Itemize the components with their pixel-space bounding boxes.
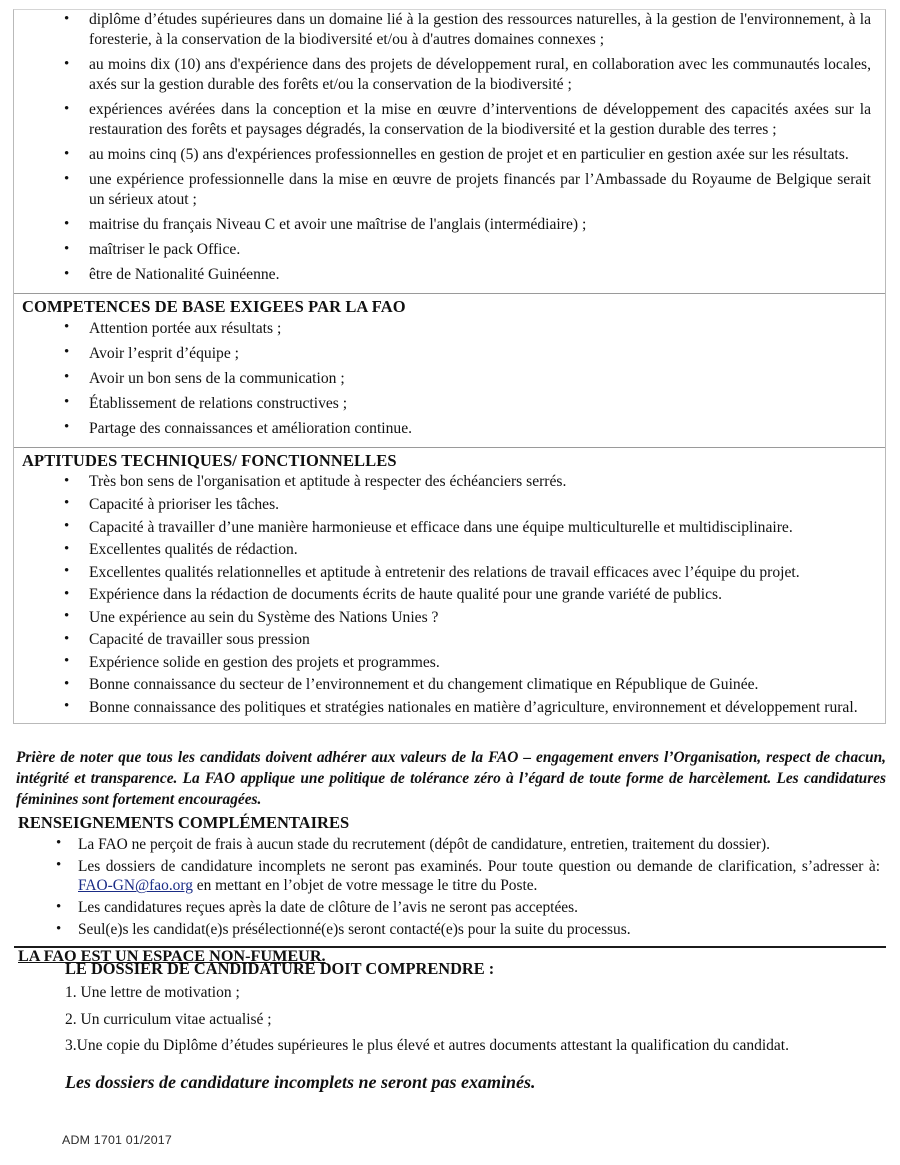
list-item: • La FAO ne perçoit de frais à aucun stade du recrutement (dépôt de candidature, entretien, traitement du dossier). xyxy=(16,835,884,855)
dossier-requirements-block xyxy=(65,958,865,1094)
table-section-competences-de-base xyxy=(14,293,885,447)
non-smoking-notice: LA FAO EST UN ESPACE NON-FUMEUR. xyxy=(18,946,326,965)
additional-info-list xyxy=(16,835,886,945)
dossier-item: 2. Un curriculum vitae actualisé ; xyxy=(65,1010,272,1028)
section-heading-competences: COMPETENCES DE BASE EXIGEES PAR LA FAO xyxy=(22,297,406,317)
dossier-closing-statement: Les dossiers de candidature incomplets ne seront pas examinés. xyxy=(65,1071,536,1092)
list-item: • expériences avérées dans la conception et la mise en œuvre d’interventions de développement des capacités axées sur la restauration des forêts et paysages dégradés, la conservation de la biodiversité et la gestion durable des terres ; xyxy=(14,100,875,140)
list-item: • Avoir un bon sens de la communication ; xyxy=(14,369,875,389)
list-item: • au moins dix (10) ans d'expérience dans des projets de développement rural, en collaboration avec les communautés locales, axés sur la gestion durable des forêts et/ou la conservation de la biodiversité ; xyxy=(14,55,875,95)
fao-values-note: Prière de noter que tous les candidats doivent adhérer aux valeurs de la FAO – engagement envers l’Organisation, respect de chacun, intégrité et transparence. La FAO applique une politique de tolérance zéro à l’égard de toute forme de harcèlement. Les candidatures féminines sont fortement encouragées. xyxy=(16,749,886,808)
dossier-item: 1. Une lettre de motivation ; xyxy=(65,984,240,1002)
list-item: • Capacité à travailler d’une manière harmonieuse et efficace dans une équipe multiculturelle et multidisciplinaire. xyxy=(14,518,875,538)
list-item: • maîtriser le pack Office. xyxy=(14,240,875,260)
qualifications-list xyxy=(14,10,885,293)
aptitudes-list xyxy=(14,472,885,723)
list-item: • Établissement de relations constructives ; xyxy=(14,394,875,414)
list-item: • Une expérience au sein du Système des Nations Unies ? xyxy=(14,608,875,628)
list-item: • une expérience professionnelle dans la mise en œuvre de projets financés par l’Ambassade du Royaume de Belgique serait un sérieux atout ; xyxy=(14,170,875,210)
footer-document-code: ADM 1701 01/2017 xyxy=(62,1133,172,1147)
list-item: • Bonne connaissance du secteur de l’environnement et du changement climatique en République de Guinée. xyxy=(14,675,875,695)
table-section-qualifications xyxy=(14,10,885,293)
fao-email-link[interactable]: FAO-GN@fao.org xyxy=(78,877,193,895)
section-divider-rule xyxy=(14,946,886,948)
dossier-item: 3.Une copie du Diplôme d’études supérieures le plus élevé et autres documents attestant la qualification du candidat. xyxy=(65,1037,789,1055)
list-item: • Expérience solide en gestion des projets et programmes. xyxy=(14,653,875,673)
list-item: • Seul(e)s les candidat(e)s présélectionné(e)s seront contacté(e)s pour la suite du processus. xyxy=(16,920,884,940)
list-item: • Bonne connaissance des politiques et stratégies nationales en matière d’agriculture, environnement et développement rural. xyxy=(14,698,875,718)
list-item: • être de Nationalité Guinéenne. xyxy=(14,265,875,285)
list-item: • Capacité de travailler sous pression xyxy=(14,630,875,650)
email-item-text-before: Les dossiers de candidature incomplets ne seront pas examinés. Pour toute question ou demande de clarification, s’adresser à: xyxy=(78,857,880,875)
below-table-content xyxy=(16,748,886,967)
list-item: • maitrise du français Niveau C et avoir une maîtrise de l'anglais (intermédiaire) ; xyxy=(14,215,875,235)
competences-list xyxy=(14,319,885,447)
dossier-title: LE DOSSIER DE CANDIDATURE DOIT COMPRENDRE : xyxy=(65,959,495,978)
list-item: • Partage des connaissances et amélioration continue. xyxy=(14,419,875,439)
list-item-with-email xyxy=(16,857,884,897)
list-item: • Avoir l’esprit d’équipe ; xyxy=(14,344,875,364)
table-section-aptitudes-techniques xyxy=(14,447,885,723)
list-item: • diplôme d’études supérieures dans un domaine lié à la gestion des ressources naturelles, à la gestion de l'environnement, à la foresterie, à la conservation de la biodiversité et/ou à d'autres domaines connexes ; xyxy=(14,10,875,50)
requirements-table xyxy=(13,9,886,724)
email-item-text-after: en mettant en l’objet de votre message le titre du Poste. xyxy=(192,877,538,895)
list-item: • Excellentes qualités relationnelles et aptitude à entretenir des relations de travail efficaces avec l’équipe du projet. xyxy=(14,563,875,583)
additional-info-heading: RENSEIGNEMENTS COMPLÉMENTAIRES xyxy=(18,813,350,833)
list-item: • Expérience dans la rédaction de documents écrits de haute qualité pour une grande variété de publics. xyxy=(14,585,875,605)
list-item: • Excellentes qualités de rédaction. xyxy=(14,540,875,560)
list-item: • Très bon sens de l'organisation et aptitude à respecter des échéanciers serrés. xyxy=(14,472,875,492)
list-item: • Attention portée aux résultats ; xyxy=(14,319,875,339)
list-item: • Les candidatures reçues après la date de clôture de l’avis ne seront pas acceptées. xyxy=(16,898,884,918)
list-item: • au moins cinq (5) ans d'expériences professionnelles en gestion de projet et en particulier en gestion axée sur les résultats. xyxy=(14,145,875,165)
section-heading-aptitudes: APTITUDES TECHNIQUES/ FONCTIONNELLES xyxy=(22,450,397,470)
list-item: • Capacité à prioriser les tâches. xyxy=(14,495,875,515)
